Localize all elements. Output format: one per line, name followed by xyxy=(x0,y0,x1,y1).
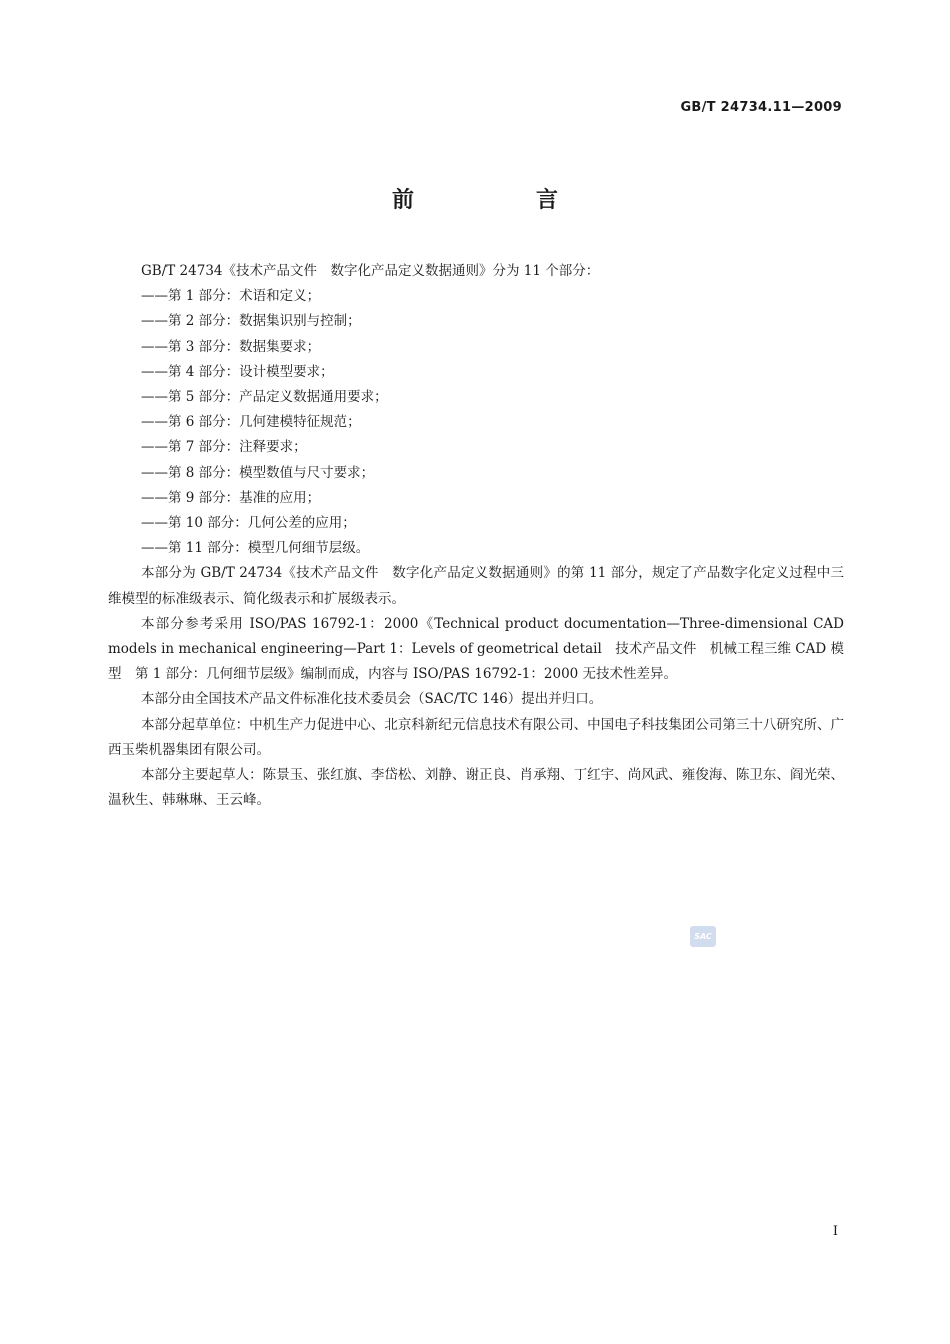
page-number: I xyxy=(832,1224,838,1239)
intro-line: GB/T 24734《技术产品文件 数字化产品定义数据通则》分为 11 个部分： xyxy=(141,263,600,279)
part-list-item: ——第 7 部分：注释要求； xyxy=(141,439,307,456)
part-list-item: ——第 5 部分：产品定义数据通用要求； xyxy=(141,389,388,406)
part-list-item: ——第 9 部分：基准的应用； xyxy=(141,489,321,506)
part-list-item: ——第 11 部分：模型几何细节层级。 xyxy=(141,540,370,557)
sac-watermark-logo: SAC xyxy=(690,926,716,947)
committee-paragraph: 本部分由全国技术产品文件标准化技术委员会（SAC/TC 146）提出并归口。 xyxy=(141,691,603,708)
part-list-item: ——第 8 部分：模型数值与尺寸要求； xyxy=(141,464,375,481)
part-list-item: ——第 1 部分：术语和定义； xyxy=(141,288,321,305)
standard-number: GB/T 24734.11—2009 xyxy=(680,100,842,115)
reference-paragraph: 本部分参考采用 ISO/PAS 16792-1：2000《Technical product documentation—Three-dimensional CAD models in mechanical engineering—Part 1：Levels of geometrical detail 技术产品文件 机械工程三维 CAD 模型 第 1 部分：几何细节层级》编制而成，内容与 ISO/PAS 16792-1：2000 无技术性差异。 xyxy=(108,615,844,683)
part-list-item: ——第 3 部分：数据集要求； xyxy=(141,338,321,355)
drafters-paragraph: 本部分主要起草人：陈景玉、张红旗、李岱松、刘静、谢正良、肖承翔、丁红宇、尚风武、雍俊海、陈卫东、阎光荣、温秋生、韩琳琳、王云峰。 xyxy=(108,767,844,809)
part-list-item: ——第 4 部分：设计模型要求； xyxy=(141,363,334,380)
page-title: 前 言 xyxy=(391,188,608,213)
drafting-units-paragraph: 本部分起草单位：中机生产力促进中心、北京科新纪元信息技术有限公司、中国电子科技集团公司第三十八研究所、广西玉柴机器集团有限公司。 xyxy=(108,716,844,758)
scope-paragraph: 本部分为 GB/T 24734《技术产品文件 数字化产品定义数据通则》的第 11 部分，规定了产品数字化定义过程中三维模型的标准级表示、简化级表示和扩展级表示。 xyxy=(108,565,844,607)
part-list-item: ——第 2 部分：数据集识别与控制； xyxy=(141,313,361,330)
part-list-item: ——第 6 部分：几何建模特征规范； xyxy=(141,414,361,431)
part-list-item: ——第 10 部分：几何公差的应用； xyxy=(141,515,356,532)
foreword-body xyxy=(108,259,844,813)
